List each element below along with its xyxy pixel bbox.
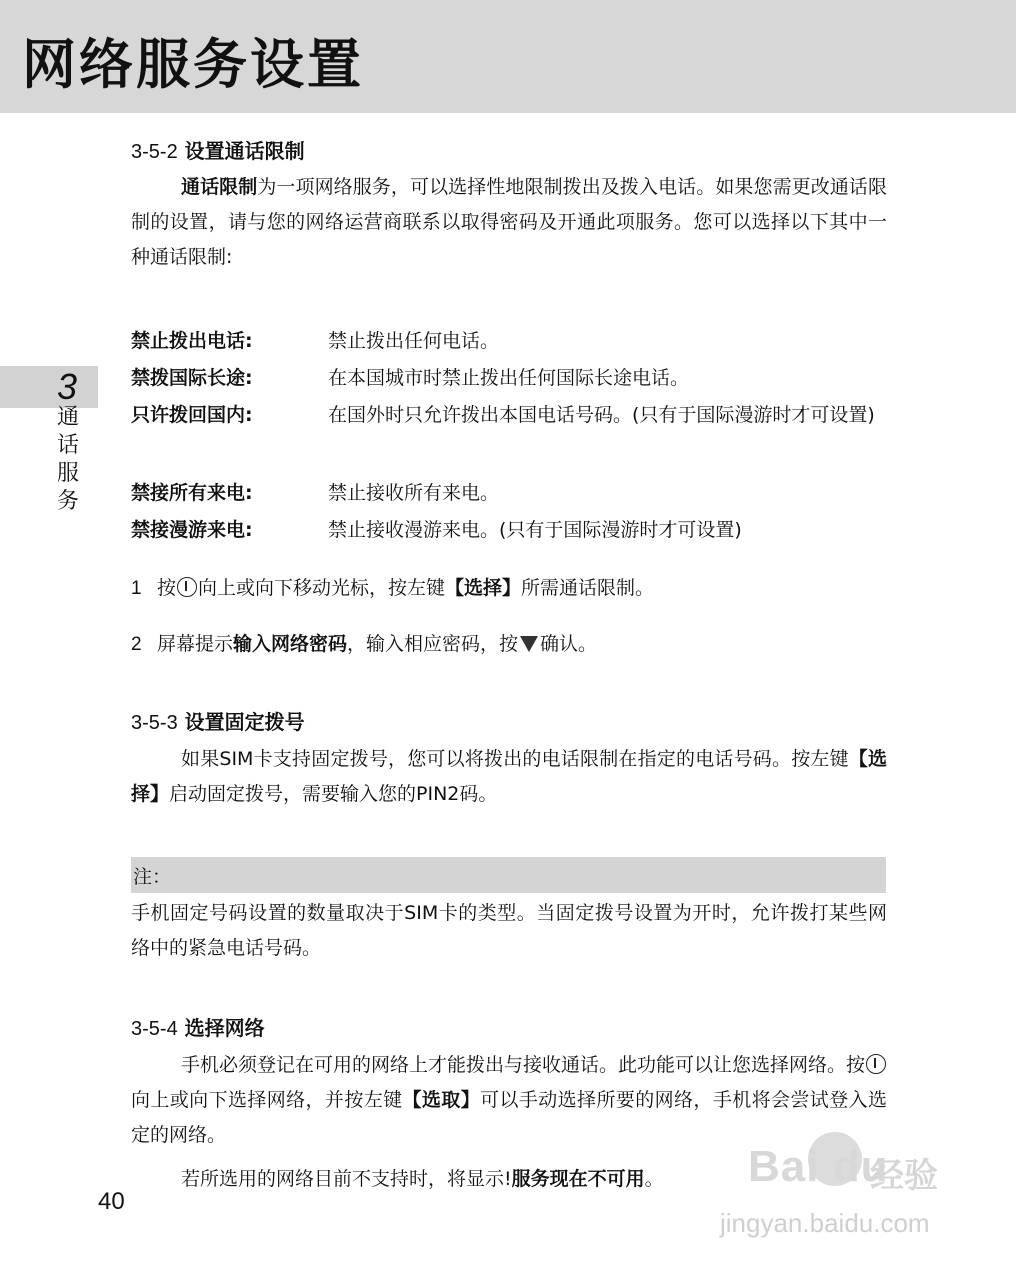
section-heading-3-5-4 (131, 1012, 265, 1041)
watermark-logo: Bai du (748, 1142, 889, 1191)
intro-paragraph (131, 170, 887, 275)
step-text: 确认。 (540, 633, 598, 655)
restriction-term: 禁止拨出电话: (131, 330, 253, 352)
restriction-term: 禁接所有来电: (131, 482, 253, 504)
step-bold-text: 输入网络密码 (233, 633, 348, 655)
step-key-label: 【选择】 (445, 577, 522, 599)
fixed-dial-paragraph (131, 742, 887, 812)
paragraph-text: 若所选用的网络目前不支持时，将显示! (181, 1168, 512, 1190)
restriction-desc: 禁止拨出任何电话。 (328, 330, 500, 352)
status-message: 服务现在不可用 (511, 1168, 645, 1190)
ok-key-icon (520, 636, 538, 652)
watermark-text: 经验 (870, 1156, 938, 1196)
paragraph-text: 手机必须登记在可用的网络上才能拨出与接收通话。此功能可以让您选择网络。按 (181, 1054, 866, 1076)
page-number: 40 (98, 1188, 125, 1215)
chapter-number: 3 (57, 366, 78, 407)
paragraph-text: 可以手动选择所要的网络，手机将会尝试登入选定的网络。 (131, 1089, 887, 1146)
step-text: ，输入相应密码，按 (347, 633, 519, 655)
network-paragraph (131, 1048, 887, 1153)
restriction-desc: 禁止接收漫游来电。(只有于国际漫游时才可设置) (328, 519, 742, 541)
section-number: 3-5-3 (131, 712, 178, 734)
step-text: 屏幕提示 (157, 633, 234, 655)
step-number: 1 (131, 578, 142, 599)
section-title: 设置固定拨号 (184, 710, 305, 734)
section-heading-3-5-2 (131, 135, 305, 164)
intro-bold: 通话限制 (181, 176, 258, 198)
paragraph-text: 向上或向下选择网络，并按左键 (131, 1089, 403, 1111)
chapter-char: 通 (56, 405, 79, 430)
paragraph-text: 启动固定拨号，需要输入您的PIN2码。 (169, 783, 498, 805)
restriction-desc: 禁止接收所有来电。 (328, 482, 500, 504)
restriction-term: 禁拨国际长途: (131, 367, 253, 389)
step-text: 向上或向下移动光标，按左键 (198, 577, 446, 599)
chapter-char: 服 (56, 461, 79, 486)
intro-text: 为一项网络服务，可以选择性地限制拨出及拨入电话。如果您需更改通话限制的设置，请与您的网络运营商联系以取得密码及开通此项服务。您可以选择以下其中一种通话限制: (131, 176, 887, 268)
key-label: 【选取】 (402, 1089, 481, 1111)
watermark-url: jingyan.baidu.com (720, 1208, 930, 1238)
chapter-char: 务 (56, 489, 79, 514)
section-number: 3-5-4 (131, 1018, 178, 1040)
step-1 (131, 573, 654, 604)
step-text: 所需通话限制。 (521, 577, 655, 599)
restriction-desc: 在国外时只允许拨出本国电话号码。(只有于国际漫游时才可设置) (328, 404, 875, 426)
section-title: 设置通话限制 (184, 139, 305, 163)
key-label: 【选择】 (131, 748, 887, 805)
paragraph-text: 。 (644, 1168, 664, 1190)
note-text: 手机固定号码设置的数量取决于SIM卡的类型。当固定拨号设置为开时，允许拨打某些网络中的紧急电话号码。 (131, 902, 887, 959)
section-number: 3-5-2 (131, 141, 178, 163)
page-title: 网络服务设置 (22, 33, 364, 96)
step-2 (131, 629, 597, 660)
header-bar (0, 0, 1016, 113)
note-label: 注： (133, 866, 172, 888)
step-number: 2 (131, 634, 142, 655)
chapter-tab (0, 366, 98, 408)
restriction-term: 只许拨回国内: (131, 404, 253, 426)
paragraph-text: 如果SIM卡支持固定拨号，您可以将拨出的电话限制在指定的电话号码。按左键 (181, 748, 849, 770)
nav-key-icon (177, 577, 197, 597)
section-title: 选择网络 (184, 1016, 265, 1040)
restriction-term: 禁接漫游来电: (131, 519, 253, 541)
step-text: 按 (157, 577, 177, 599)
section-heading-3-5-3 (131, 706, 305, 735)
nav-key-icon (866, 1054, 886, 1074)
chapter-label (56, 404, 80, 516)
restriction-desc: 在本国城市时禁止拨出任何国际长途电话。 (328, 367, 690, 389)
chapter-char: 话 (56, 433, 79, 458)
note-bar (131, 857, 886, 893)
